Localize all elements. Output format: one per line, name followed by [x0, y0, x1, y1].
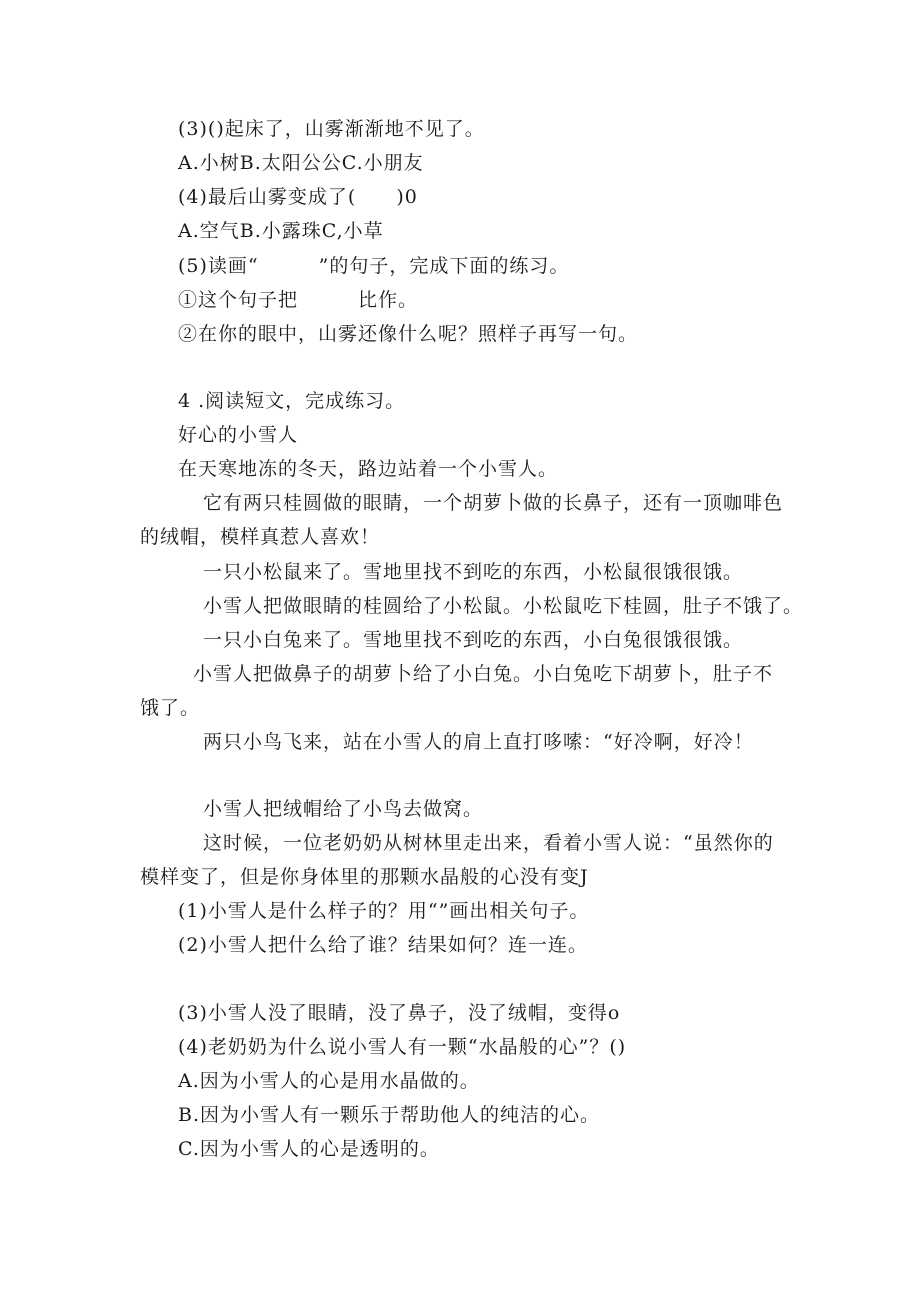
- story-paragraph: 小雪人把做鼻子的胡萝卜给了小白兔。小白兔吃下胡萝卜，肚子不: [193, 663, 774, 685]
- story-paragraph: 小雪人把绒帽给了小鸟去做窝。: [203, 798, 484, 820]
- question-4-2: (2)小雪人把什么给了谁？结果如何？连一连。: [178, 934, 588, 956]
- question-3-3-options: A.小树B.太阳公公C.小朋友: [178, 152, 424, 174]
- question-4-4-option-c: C.因为小雪人的心是透明的。: [178, 1138, 440, 1160]
- question-3-4: (4)最后山雾变成了( )0: [178, 186, 418, 208]
- story-paragraph: 它有两只桂圆做的眼睛，一个胡萝卜做的长鼻子，还有一顶咖啡色: [203, 492, 784, 514]
- story-paragraph: 这时候，一位老奶奶从树林里走出来，看着小雪人说：“虽然你的: [203, 832, 774, 854]
- story-paragraph: 的绒帽，模样真惹人喜欢！: [140, 526, 381, 548]
- question-4-1: (1)小雪人是什么样子的？用“”画出相关句子。: [178, 900, 590, 922]
- story-paragraph: 一只小松鼠来了。雪地里找不到吃的东西，小松鼠很饿很饿。: [203, 561, 744, 583]
- question-4-4-option-a: A.因为小雪人的心是用水晶做的。: [178, 1070, 480, 1092]
- question-4-4-option-b: B.因为小雪人有一颗乐于帮助他人的纯洁的心。: [178, 1104, 601, 1126]
- question-4-3: (3)小雪人没了眼睛，没了鼻子，没了绒帽，变得o: [178, 1002, 621, 1024]
- question-3-4-options: A.空气B.小露珠C,小草: [178, 220, 384, 242]
- story-paragraph: 小雪人把做眼睛的桂圆给了小松鼠。小松鼠吃下桂圆，肚子不饿了。: [203, 595, 804, 617]
- question-3-5-part-2: ②在你的眼中，山雾还像什么呢？照样子再写一句。: [178, 323, 639, 345]
- story-paragraph: 饿了。: [140, 697, 201, 719]
- story-paragraph: 模样变了，但是你身体里的那颗水晶般的心没有变J: [140, 866, 589, 888]
- story-title: 好心的小雪人: [178, 424, 299, 446]
- question-4-heading: 4 .阅读短文，完成练习。: [178, 390, 406, 412]
- story-paragraph: 一只小白兔来了。雪地里找不到吃的东西，小白兔很饿很饿。: [203, 629, 744, 651]
- question-3-5-part-1: ①这个句子把 比作。: [178, 289, 419, 311]
- story-paragraph: 两只小鸟飞来，站在小雪人的肩上直打哆嗦：“好冷啊，好冷！: [203, 731, 754, 753]
- question-4-4: (4)老奶奶为什么说小雪人有一颗“水晶般的心”？(): [178, 1036, 627, 1058]
- question-3-3: (3)()起床了，山雾渐渐地不见了。: [178, 118, 485, 140]
- question-3-5: (5)读画“ ”的句子，完成下面的练习。: [178, 255, 570, 277]
- story-paragraph: 在天寒地冻的冬天，路边站着一个小雪人。: [178, 458, 559, 480]
